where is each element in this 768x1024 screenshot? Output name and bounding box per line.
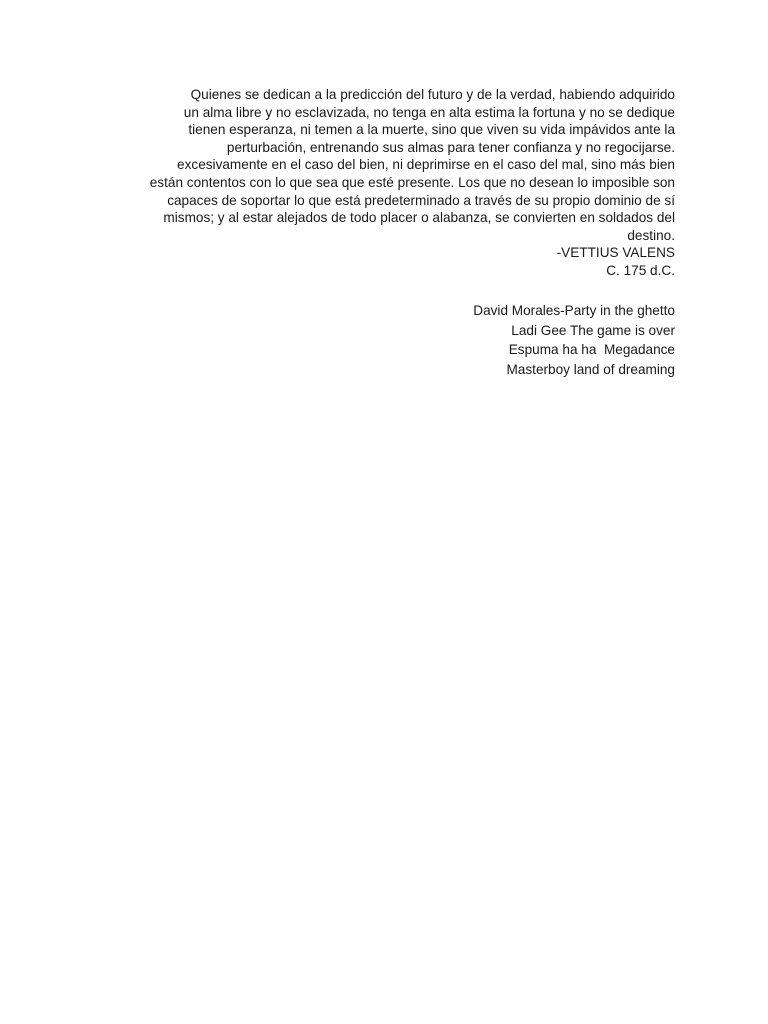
song-item: Espuma ha ha Megadance <box>508 342 675 358</box>
quote-line: Quienes se dedican a la predicción del futuro y de la verdad, habiendo adquirido <box>190 87 675 102</box>
song-item: Ladi Gee The game is over <box>511 322 675 338</box>
song-item: David Morales-Party in the ghetto <box>473 303 675 318</box>
quote-block <box>115 86 675 280</box>
quote-line: mismos; y al estar alejados de todo placer o alabanza, se convierten en soldados del <box>163 210 675 226</box>
quote-line: excesivamente en el caso del bien, ni deprimirse en el caso del mal, sino más bien <box>177 157 675 173</box>
quote-line: capaces de soportar lo que está predeterminado a través de su propio dominio de sí <box>167 192 675 208</box>
quote-line: perturbación, entrenando sus almas para tener confianza y no regocijarse. <box>226 139 675 155</box>
song-item: Masterboy land of dreaming <box>506 361 675 377</box>
quote-line: tienen esperanza, ni temen a la muerte, sino que viven su vida impávidos ante la <box>188 122 675 138</box>
quote-line: un alma libre y no esclavizada, no tenga en alta estima la fortuna y no se dedique <box>183 104 675 120</box>
quote-line: están contentos con lo que sea que esté presente. Los que no desean lo imposible son <box>149 174 675 190</box>
quote-date: C. 175 d.C. <box>606 262 675 278</box>
quote-line: destino. <box>627 227 675 243</box>
quote-author: -VETTIUS VALENS <box>556 245 675 261</box>
song-list <box>473 301 675 379</box>
